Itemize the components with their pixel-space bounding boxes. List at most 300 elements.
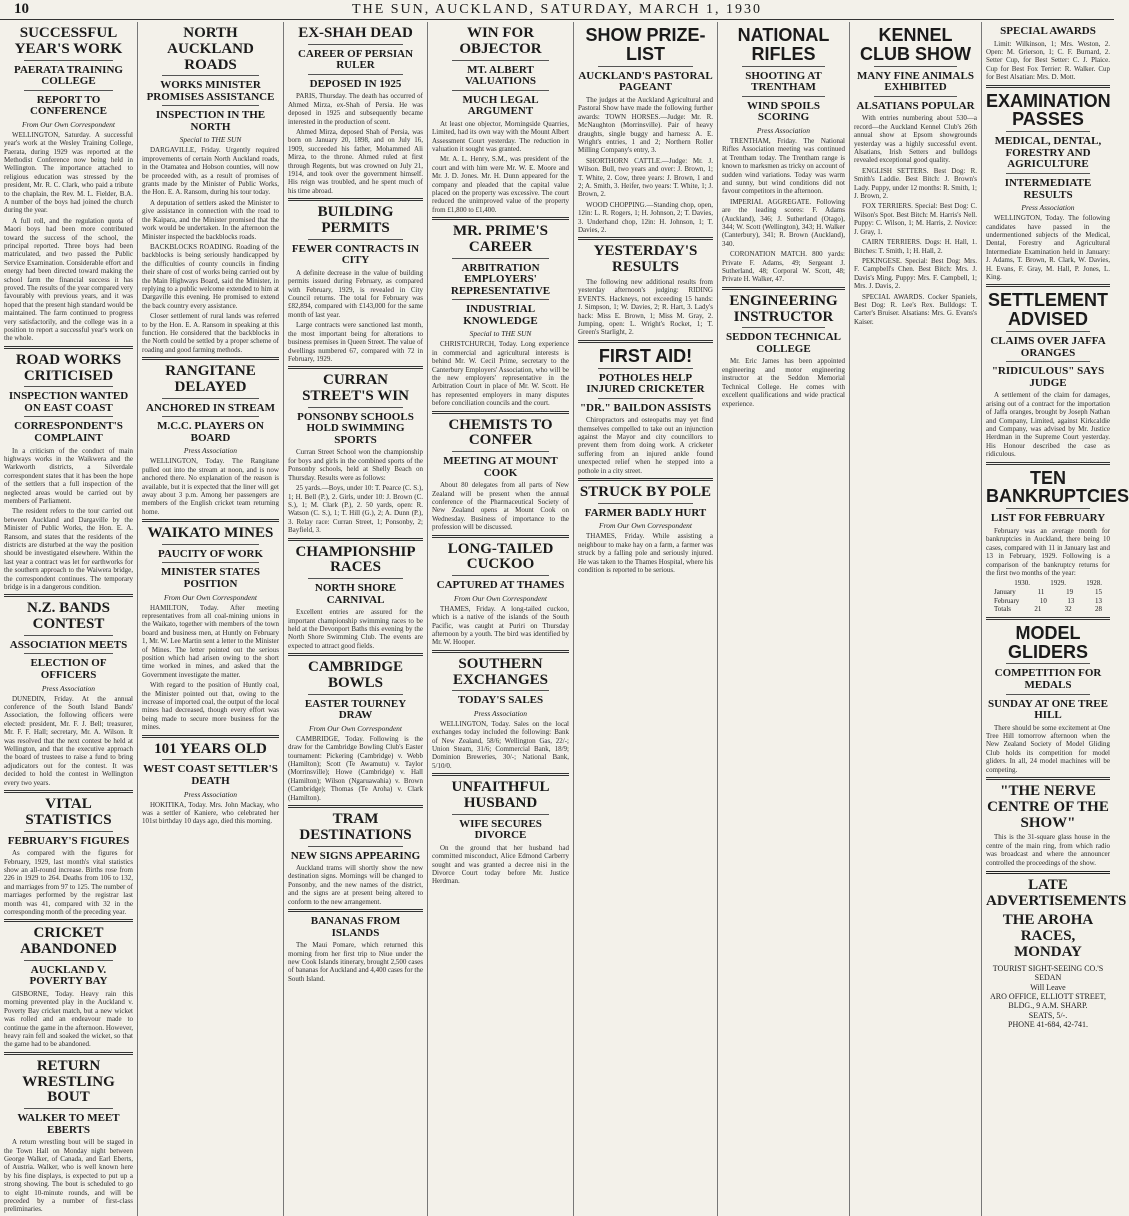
paragraph: This is the 31-square glass house in the centre of the main ring, from which radio was broadcast and where the announcer controlled the proceedings of the show. [986, 833, 1110, 867]
sub-rule [1006, 331, 1090, 332]
article-divider [4, 346, 133, 349]
sub-rule [162, 759, 259, 760]
article [288, 26, 423, 195]
article-divider [288, 909, 423, 912]
byline: Press Association [756, 125, 811, 135]
sub-rule [308, 407, 403, 408]
article-divider [4, 594, 133, 597]
subheadline: FARMER BADLY HURT [584, 506, 707, 519]
subheadline: BANANAS FROM ISLANDS [310, 915, 401, 939]
sub-rule [1006, 508, 1090, 509]
byline: From Our Own Correspondent [454, 593, 547, 603]
article-body [4, 1138, 133, 1214]
byline: Press Association [183, 789, 238, 799]
paragraph: DARGAVILLE, Friday. Urgently required improvements of certain North Auckland roads, in the Otamatea and Hobson counties, will now be proceeded with, as a result of promises of grants made by the Minister of Public Works, the Hon. E. A. Ransom, during his tour today. [142, 146, 279, 197]
article-body [142, 604, 279, 732]
article [4, 594, 133, 787]
article [986, 617, 1110, 774]
headline: CHEMISTS TO CONFER [448, 416, 553, 449]
paragraph: Excellent entries are assured for the important championship swimming races to be held at the Devonport Baths this evening by the North Shore Swimming Club. The events are expected to attract good fields. [288, 608, 423, 650]
subheadline: WEST COAST SETTLER'S DEATH [143, 763, 278, 787]
headline: EXAMINATION PASSES [986, 90, 1111, 130]
article-body [722, 137, 845, 284]
sub-rule [598, 368, 693, 369]
headline: CAMBRIDGE BOWLS [307, 659, 403, 691]
sub-rule [162, 416, 259, 417]
paragraph: SPECIAL AWARDS. Cocker Spaniels, Best Dog: R. Lee's Rex. Bulldogs: T. Carter's Bruiser. Alsatians: Mrs. G. Evans's Kaiser. [854, 292, 977, 326]
headline: CURRAN STREET'S WIN [302, 372, 409, 405]
table-cell: 32 [1064, 605, 1072, 614]
subheadline: PAERATA TRAINING COLLEGE [14, 63, 123, 88]
article [432, 773, 569, 886]
article-divider [432, 411, 569, 414]
paragraph: The judges at the Auckland Agricultural and Pastoral Show have made the following further awards: TOWN HORSES.—Judge: Mr. R. McNaughton (Morrinsville). Pair of heavy draughts, single buggy and harness: A. E. Wright's entries, 1 and 2; Northern Roller Milling Company's entry, 3. [578, 95, 713, 155]
headline: YESTERDAY'S RESULTS [593, 243, 698, 276]
article-body [4, 990, 133, 1049]
article [4, 26, 133, 343]
table-row [994, 579, 1102, 588]
paragraph: On the ground that her husband had committed misconduct, Alice Edmond Carberry sought and was granted a decree nisi in the Divorce Court today before Mr. Justice Herdman. [432, 843, 569, 886]
article-divider [142, 519, 279, 522]
sub-rule [24, 90, 113, 91]
paragraph: About 80 delegates from all parts of New Zealand will be present when the annual conference of the Pharmaceutical Society of New Zealand opens at Mount Cook on Wednesday. Business of importance to the profession will be discussed. [432, 481, 569, 532]
paragraph: Auckland trams will shortly show the new destination signs. Mornings will be changed to Ponsonby, and the new names of the district, and the signs are at present being altered to conform to the new arrangement. [288, 864, 423, 906]
paragraph: The Maui Pomare, which returned this morning from her first trip to Niue under the new Cook Islands itinerary, brought 2,500 cases of bananas for Auckland and 4,400 cases for the South Island. [288, 941, 423, 983]
article-divider [432, 773, 569, 776]
paragraph: Closer settlement of rural lands was referred to by the Hon. E. A. Ransom in speaking at this function. He considered that the backblocks in the North could be settled by a proper scheme of roading and good farming methods. [142, 312, 279, 354]
subheadline: INTERMEDIATE RESULTS [1004, 177, 1092, 201]
article [986, 284, 1110, 458]
paragraph: WELLINGTON, Today. The following candidates have passed in the undermentioned subjects of the Medical, Dental, Forestry and Agricultural Intermediate Examination held in January: J. Adams, T. Brown, R. Clark, W. Davies, H. Evans, F. Gray, M. Hall, P. Jones, L. King. [986, 214, 1110, 281]
article-divider [986, 284, 1110, 287]
headline: TRAM DESTINATIONS [299, 811, 412, 843]
article-body [432, 481, 569, 531]
sub-rule [162, 398, 259, 399]
table-cell: 21 [1034, 605, 1042, 614]
article [4, 1052, 133, 1214]
article-divider [986, 85, 1110, 88]
column-6 [718, 22, 850, 1216]
sub-rule [1006, 361, 1090, 362]
article-body [4, 131, 133, 343]
article-divider [288, 366, 423, 369]
article-body [288, 92, 423, 195]
headline: RETURN WRESTLING BOUT [22, 1057, 115, 1106]
article-divider [432, 535, 569, 538]
article [4, 790, 133, 916]
subheadline: CAPTURED AT THAMES [436, 579, 565, 592]
article-divider [986, 617, 1110, 620]
headline: BUILDING PERMITS [317, 204, 394, 237]
sub-rule [452, 451, 549, 452]
paragraph: CORONATION MATCH. 800 yards: Private F. Adams, 49; Sergeant J. Sutherland, 48; Corporal W. Scott, 48; Private H. Walker, 47. [722, 250, 845, 284]
article [432, 535, 569, 647]
paragraph: There should be some excitement at One Tree Hill tomorrow afternoon when the New Zealand Society of Model Gliding Club holds its competition for model gliders. In all, 24 model machines will be competing. [986, 723, 1110, 774]
article [986, 26, 1110, 82]
article-body [722, 357, 845, 407]
article-body [578, 278, 713, 337]
headline: CRICKET ABANDONED [20, 925, 117, 958]
paragraph: FOX TERRIERS. Special: Best Dog: C. Wilson's Spot. Best Bitch: M. Harris's Nell. Puppy: C. Wilson, 1; M. Harris, 2. Novice: J. Gray, 1. [854, 202, 977, 236]
subheadline: WORKS MINISTER PROMISES ASSISTANCE [146, 79, 275, 103]
paragraph: As compared with the figures for February, 1929, last month's vital statistics show an all-round increase. Births rose from 226 in 1929 to 264. Deaths from 106 to 132, and marriages from 97 to 125. The number of marriages performed by the registrar last month was 41, compared with 32 in the corresponding month of the preceding year. [4, 849, 133, 916]
sub-rule [452, 299, 549, 300]
byline: From Our Own Correspondent [164, 592, 257, 602]
article [986, 777, 1110, 867]
subheadline: SPECIAL AWARDS [1000, 25, 1096, 37]
sub-rule [24, 386, 113, 387]
article-body [986, 214, 1110, 281]
sub-rule [162, 544, 259, 545]
paragraph: WELLINGTON, Saturday. A successful year's work at the Wesley Training College, Paerata, during 1929 was reported at the Methodist Conference now being held in Wellington. The importance attached to religious education was stressed by the president, Mr. R. C. Clark, who paid a tribute to the chaplain, the Rev. M. L. Fielder, B.A. A number of the boys had joined the church during the year. [4, 130, 133, 215]
article [288, 653, 423, 802]
headline: SHOW PRIZE-LIST [585, 25, 706, 64]
article [4, 346, 133, 592]
article-divider [578, 237, 713, 240]
sub-rule [162, 562, 259, 563]
article [142, 735, 279, 826]
byline: From Our Own Correspondent [22, 119, 115, 129]
headline: ENGINEERING INSTRUCTOR [729, 292, 838, 325]
sub-rule [452, 690, 549, 691]
paragraph: With entries numbering about 530—a record—the Auckland Kennel Club's 26th annual show at Epsom showgrounds yesterday was a highly successful event. Alsatians, Irish Setters and bulldogs revealed exceptional good quality. [854, 114, 977, 165]
headline: LONG-TAILED CUCKOO [447, 540, 554, 573]
article-divider [986, 462, 1110, 465]
article-divider [4, 919, 133, 922]
paragraph: A return wrestling bout will be staged in the Town Hall on Monday night between George Walker, of Canada, and Earl Eberts, of Austria. Walker, who is well known here by his fine displays, is expected to put up a strong showing. The bout is scheduled to go to eight 10-minute rounds, and will be preceded by a number of first-class preliminaries. [4, 1138, 133, 1214]
column-8 [982, 22, 1129, 1216]
headline: TEN BANKRUPTCIES [986, 467, 1129, 507]
subheadline: MT. ALBERT VALUATIONS [464, 63, 537, 88]
article-divider [142, 357, 279, 360]
article [432, 411, 569, 532]
headline: SOUTHERN EXCHANGES [452, 655, 549, 688]
table-cell: January [994, 587, 1016, 596]
subheadline: MEDICAL, DENTAL, FORESTRY AND AGRICULTURE [994, 135, 1102, 171]
paragraph: THAMES, Friday. A long-tailed cuckoo, which is a native of the islands of the South Pacific, was caught at Puriri on Thursday afternoon by a youth. The bird was identified by Mr. W. Hooper. [432, 604, 569, 647]
article-body [432, 605, 569, 647]
article-divider [288, 805, 423, 808]
article-body [288, 448, 423, 534]
article [288, 909, 423, 983]
subheadline: COMPETITION FOR MEDALS [994, 667, 1102, 692]
sub-rule [452, 575, 549, 576]
paragraph: The resident refers to the tour carried out between Auckland and Dargaville by the Minister of Public Works, the Hon. E. A. Ransom, and states that the residents of the districts are disturbed at the way the position should be investigated elsewhere. Within the last year a contract was let for earthworks for the southern approach to the Waiwera bridge, the correspondent continues. The temporary bridge is in a dangerous condition. [4, 507, 133, 592]
article [432, 26, 569, 214]
paragraph: At least one objector, Morningside Quarries, Limited, had its own way with the Mount Albert Assessment Court yesterday. The reduction in valuation it sought was granted. [432, 119, 569, 153]
article [432, 217, 569, 407]
byline: Press Association [473, 708, 528, 718]
article [854, 26, 977, 326]
paragraph: In a criticism of the conduct of main highways works in the Waikwera and the Warkworth districts, a Silverdale correspondent states that it has been the hope of the settlers that a full inspection of the neglected areas would be carried out by members of Parliament. [4, 446, 133, 505]
sub-rule [452, 90, 549, 91]
paragraph: Ahmed Mirza, deposed Shah of Persia, was born on January 20, 1898, and on July 16, 1909, succeeded his father, Mohammed Ali Mirza, to the throne. Ahmed ruled at first through Regents, but was crowned on July 21, 1914, and took over the government himself. His reign was troubled, and he spent much of his time abroad. [288, 128, 423, 195]
sub-rule [308, 74, 403, 75]
ad-line: TOURIST SIGHT-SEEING CO.'S SEDAN [992, 963, 1104, 983]
sub-rule [24, 960, 113, 961]
sub-rule [742, 66, 825, 67]
paragraph: A deputation of settlers asked the Minister to give assistance in connection with the road to the Kaipara, and the Minister promised that the work would be undertaken. In the afternoon the Minister inspected the backblocks roads. [142, 198, 279, 241]
subheadline: SHOOTING AT TRENTHAM [745, 69, 822, 94]
table-cell: 13 [1094, 596, 1102, 605]
sub-rule [308, 694, 403, 695]
subheadline: FEWER CONTRACTS IN CITY [291, 242, 420, 267]
article-body [288, 735, 423, 802]
sub-rule [1006, 131, 1090, 132]
masthead [0, 0, 1114, 20]
headline: "THE NERVE CENTRE OF THE SHOW" [987, 783, 1109, 831]
subheadline: WALKER TO MEET EBERTS [17, 1112, 120, 1136]
ad-line: Will Leave [1030, 982, 1066, 992]
subheadline: INDUSTRIAL KNOWLEDGE [463, 303, 538, 327]
paragraph: THAMES, Friday. While assisting a neighbour to make hay on a farm, a farmer was struck by a falling pole and seriously injured. He was taken to the Thames Hospital, where his condition is reported to be serious. [578, 532, 713, 575]
subheadline: CAREER OF PERSIAN RULER [297, 47, 414, 72]
article [432, 650, 569, 770]
paragraph: GISBORNE, Today. Heavy rain this morning prevented play in the Auckland v. Poverty Bay cricket match, but a new wicket was rolled and an endeavour made to continue the game in the afternoon. However, heavy rain fell and soaked the wicket, so that the game had to be abandoned. [4, 989, 133, 1049]
subheadline: FEBRUARY'S FIGURES [7, 834, 130, 847]
subheadline: NORTH SHORE CARNIVAL [314, 582, 397, 606]
article-body [288, 941, 423, 983]
paragraph: A definite decrease in the value of building permits issued during February, as compared with February, 1929, is revealed in City Council returns. The total for February was £82,894, compared with £143,000 for the same month of last year. [288, 268, 423, 319]
paragraph: SHORTHORN CATTLE.—Judge: Mr. J. Wilson. Bull, two years and over: J. Brown, 1; T. White, 2. Cow, three years: J. Brown, 1 and 2; A. Smith, 3. Heifer, two years: T. White, 1; J. Brown, 2. [578, 156, 713, 199]
subheadline: INSPECTION WANTED ON EAST COAST [8, 390, 129, 414]
article [288, 805, 423, 906]
subheadline: M.C.C. PLAYERS ON BOARD [157, 420, 264, 444]
article [4, 919, 133, 1048]
headline: WAIKATO MINES [147, 525, 274, 542]
sub-rule [1006, 663, 1090, 664]
article-body [288, 608, 423, 650]
paragraph: DUNEDIN, Friday. At the annual conference of the South Island Bands' Association, the following officers were elected: president, Mr. F. J. Bell; treasurer, Mr. F. F. Hall; secretary, Mr. A. Wilson. It was resolved that the next contest be held at Wellington, and that the executive approach the board of trustees to raise a fund to bring adjudicators out for the contest. It was decided to hold the contest in Wellington every two years. [4, 694, 133, 787]
article-divider [578, 478, 713, 481]
sub-rule [874, 96, 957, 97]
article-divider [142, 735, 279, 738]
paragraph: Mr. A. L. Henry, S.M., was president of the court and with him were Mr. W. E. Moore and Mr. J. D. Jones. Mr. H. Dunn appeared for the company and pleaded that the capital value placed on the property was excessive. The court reduced the unimproved value of the property from £1,800 to £1,400. [432, 155, 569, 214]
sub-rule [742, 96, 825, 97]
headline: MR. PRIME'S CAREER [453, 223, 548, 255]
headline: WIN FOR OBJECTOR [459, 25, 542, 57]
column-1 [0, 22, 138, 1216]
ad-line: ARO OFFICE, ELLIOTT STREET, [990, 991, 1106, 1001]
article-body [432, 120, 569, 214]
column-4 [428, 22, 574, 1216]
ad-line: PHONE 41-684, 42-741. [1008, 1020, 1088, 1030]
table-cell: 19 [1066, 587, 1074, 596]
subheadline: CORRESPONDENT'S COMPLAINT [14, 420, 123, 444]
ad-body [986, 964, 1110, 1030]
article [986, 85, 1110, 282]
sub-rule [162, 105, 259, 106]
sub-rule [24, 653, 113, 654]
table-cell: 13 [1067, 596, 1075, 605]
sub-rule [874, 66, 957, 67]
article-body [142, 146, 279, 354]
late-ads-title: LATE ADVERTISEMENTS [986, 876, 1127, 909]
headline: 101 YEARS OLD [154, 740, 267, 757]
subheadline: LIST FOR FEBRUARY [990, 512, 1106, 525]
column-7 [850, 22, 982, 1216]
paragraph: WELLINGTON, Today. Sales on the local exchanges today included the following: Bank of New Zealand, 58/6; Wellington Gas, 22/-; Union Steam, 31/6; Commercial Bank, 18/9; Dominion Breweries, 30/-; National Bank, 5/10/0. [432, 719, 569, 770]
byline: Press Association [1021, 203, 1075, 213]
sub-rule [452, 60, 549, 61]
subheadline: SUNDAY AT ONE TREE HILL [988, 697, 1108, 722]
paragraph: 25 yards.—Boys, under 10: T. Pearce (C. S.), 1; H. Bell (P.), 2. Girls, under 10: J. Brown (C. S.), 1; M. Clark (P.), 2. 50 yards, open: R. Watson (C. S.), 1; T. Hill (G.), 2; A. Dunn (P.), 3. Relay race: Curran Street, 1; Ponsonby, 2; Bayfield, 3. [288, 484, 423, 535]
headline: NATIONAL RIFLES [737, 25, 830, 64]
article-divider [432, 217, 569, 220]
article-divider [288, 653, 423, 656]
subheadline: INSPECTION IN THE NORTH [155, 109, 266, 133]
article-body [578, 416, 713, 475]
table-cell: 15 [1094, 587, 1102, 596]
article [578, 478, 713, 574]
headline: KENNEL CLUB SHOW [860, 25, 971, 64]
byline: From Our Own Correspondent [599, 521, 692, 531]
article-body [288, 269, 423, 363]
article-body [4, 695, 133, 787]
article-body [142, 801, 279, 826]
article-body [854, 114, 977, 326]
article [142, 357, 279, 516]
ad-line: BLDG., 9 A.M. SHARP. [1008, 1001, 1088, 1011]
article-divider [578, 340, 713, 343]
article-body [578, 96, 713, 235]
sub-rule [308, 846, 403, 847]
columns-container [0, 22, 1129, 1216]
table-cell: 1928. [1086, 579, 1102, 588]
headline: EX-SHAH DEAD [298, 25, 413, 41]
sub-rule [742, 327, 825, 328]
sub-rule [1006, 694, 1090, 695]
newspaper-title: THE SUN, AUCKLAND, SATURDAY, MARCH 1, 1930 [352, 1, 762, 17]
subheadline: SEDDON TECHNICAL COLLEGE [725, 331, 842, 355]
column-5 [574, 22, 718, 1216]
article [288, 198, 423, 363]
subheadline: POTHOLES HELP INJURED CRICKETER [586, 371, 705, 396]
table-cell: 1930. [1014, 579, 1030, 588]
article-divider [288, 538, 423, 541]
article-body [288, 864, 423, 906]
headline: VITAL STATISTICS [25, 796, 112, 828]
subheadline: MINISTER STATES POSITION [161, 566, 260, 591]
column-3 [284, 22, 428, 1216]
article [288, 366, 423, 534]
subheadline: CLAIMS OVER JAFFA ORANGES [990, 335, 1106, 359]
paragraph: WELLINGTON, Today. The Rangitane pulled out into the stream at noon, and is now anchored there. No explanation of the reason is available, but it is expected that the liner will get away about 3 p.m. Among her passengers are members of the English cricket team returning home. [142, 457, 279, 516]
table-row [994, 605, 1102, 614]
headline: STRUCK BY POLE [579, 484, 712, 501]
column-2 [138, 22, 284, 1216]
byline: Special to THE SUN [469, 329, 532, 339]
subheadline: MUCH LEGAL ARGUMENT [462, 93, 539, 118]
article-body [432, 340, 569, 407]
article-body [432, 844, 569, 886]
article [578, 237, 713, 336]
table-cell: 1929. [1050, 579, 1066, 588]
subheadline: WIFE SECURES DIVORCE [459, 817, 542, 842]
article-body [986, 391, 1110, 458]
article-divider [4, 790, 133, 793]
sub-rule [24, 635, 113, 636]
sub-rule [452, 814, 549, 815]
sub-rule [598, 66, 693, 67]
paragraph: With regard to the position of Huntly coal, the Minister pointed out that, owing to the increase of imported coal, the output of the local mines had decreased, though every effort was being made to secure more business for the mines. [142, 681, 279, 732]
article-body [4, 849, 133, 916]
article-body [986, 833, 1110, 867]
table-cell: Totals [994, 605, 1012, 614]
headline: CHAMPIONSHIP RACES [295, 543, 416, 576]
paragraph: CHRISTCHURCH, Today. Long experience in commercial and agricultural interests is behind Mr. W. Cecil Prime, secretary to the Canterbury Employers' Association, who will be the new employers' representative in the Arbitration Court in place of Mr. W. Scott. He has represented employers in many disputes before conciliation councils and the court. [432, 340, 569, 408]
article [288, 538, 423, 651]
paragraph: CAIRN TERRIERS. Dogs: H. Hall, 1. Bitches: T. Smith, 1; H. Hall, 2. [854, 238, 977, 255]
article-divider [288, 198, 423, 201]
sub-rule [308, 578, 403, 579]
article-body [986, 40, 1110, 82]
article [578, 26, 713, 234]
sub-rule [598, 503, 693, 504]
paragraph: IMPERIAL AGGREGATE. Following are the leading scores: F. Adams (Auckland), 346; J. Sutherland (Otago), 344; W. Scott (Wellington), 343; H. Walker (Canterbury), 341; R. Brown (Auckland), 340. [722, 197, 845, 248]
article-body [4, 447, 133, 592]
paragraph: Large contracts were sanctioned last month, the most important being for alterations to business premises in Queen Street. The value of dwellings numbered 67, compared with 72 in February, 1929. [288, 321, 423, 363]
byline: Press Association [183, 446, 238, 456]
subheadline: NEW SIGNS APPEARING [290, 849, 421, 862]
article-body [432, 720, 569, 770]
subheadline: AUCKLAND'S PASTORAL PAGEANT [578, 69, 713, 94]
table-cell: 10 [1039, 596, 1047, 605]
sub-rule [308, 44, 403, 45]
subheadline: ASSOCIATION MEETS [9, 638, 128, 651]
table-row [994, 588, 1102, 597]
paragraph: A full roll, and the regulation quota of Maori boys had been more contributed toward the success of the school, the principal reported. Three boys had been matriculated, and two passed the Public Service Examination. Considerable effort and energy had been directed toward making the school farm the financial success it has proved. The results of the year compared very favourably with previous years, and it was hoped that the present high standard would be maintained. The farm continued to progress very satisfactorily, and the college was in a position to report a successful year's work on the whole. [4, 216, 133, 343]
subheadline: ARBITRATION EMPLOYERS' REPRESENTATIVE [450, 261, 551, 297]
article-divider [432, 650, 569, 653]
subheadline: "DR." BAILDON ASSISTS [579, 401, 712, 414]
page-number: 10 [14, 1, 29, 17]
byline: Special to THE SUN [179, 135, 242, 145]
ad-heading: THE AROHA RACES, MONDAY [1002, 912, 1094, 960]
article-body [986, 724, 1110, 774]
subheadline: "RIDICULOUS" SAYS JUDGE [991, 365, 1105, 389]
headline: MODEL GLIDERS [1007, 622, 1088, 662]
headline: SUCCESSFUL YEAR'S WORK [14, 25, 123, 57]
article-body [986, 527, 1110, 577]
subheadline: TODAY'S SALES [457, 694, 544, 707]
headline: FIRST AID! [598, 345, 693, 366]
subheadline: ANCHORED IN STREAM [146, 401, 275, 414]
paragraph: HOKITIKA, Today. Mrs. John Mackay, who was a settler of Kaniere, who celebrated her 101st birthday 10 days ago, died this morning. [142, 800, 279, 826]
paragraph: WOOD CHOPPING.—Standing chop, open, 12in: L. R. Rogers, 1; H. Johnson, 2; T. Davies, 3. Underhand chop, 12in: H. Johnson, 1; T. Davies, 2. [578, 200, 713, 234]
subheadline: WIND SPOILS SCORING [746, 99, 821, 124]
article [722, 287, 845, 408]
article-divider [722, 287, 845, 290]
headline: UNFAITHFUL HUSBAND [451, 779, 550, 811]
ad-line: SEATS, 5/-. [1028, 1010, 1068, 1020]
paragraph: TRENTHAM, Friday. The National Rifles Association meeting was continued at Trentham today. The Trentham range is known to marksmen as tricky on account of sudden wind variations. Today was warm and sunny, but wind conditions did not favour competitors in the afternoon. [722, 136, 845, 196]
paragraph: Limit: Wilkinson, 1; Mrs. Weston, 2. Open: M. Grierson, 1; C. F. Burnard, 2. Setter Cup, for Best Setter: C. J. Plaice. Cup for Best Fox Terrier: R. Walker. Cup for Best Alsatian: Mrs. D. Mott. [986, 39, 1110, 82]
paragraph: PEKINGESE. Special: Best Dog: Mrs. F. Campbell's Chen. Best Bitch: Mrs. J. Davis's Ming. Puppy: Mrs. F. Campbell, 1; Mrs. J. Davis, 2. [854, 256, 977, 291]
headline: SETTLEMENT ADVISED [988, 290, 1108, 330]
article [986, 462, 1129, 614]
paragraph: HAMILTON, Today. After meeting representatives from all coal-mining unions in the Waikato, together with members of the town board and business men, at Huntly on February 1, Mr. W. Lee Martin sent a letter to the Minister of Mines. The letter pointed out the serious position which had arisen owing to the short time worked in mines, and asked that the Government investigate the matter. [142, 603, 279, 679]
paragraph: BACKBLOCKS ROADING. Roading of the backblocks is being seriously handicapped by the difficulties of county councils in finding their share of cost of works being carried out by the Main Highways Board, said the Minister, in replying to a public welcome extended to him at Dargaville this evening. He promised to extend the back country every assistance. [142, 242, 279, 310]
paragraph: The following new additional results from yesterday afternoon's judging: RIDING EVENTS. Hackneys, not exceeding 15 hands: J. Simpson, 1; W. Davies, 2; R. Hart, 3. Lady's hack: Miss E. Brown, 1; Miss M. Gray, 2. Jumping, open: L. Wright's Rocket, 1; T. Green's Starlight, 2. [578, 277, 713, 337]
subheadline: EASTER TOURNEY DRAW [304, 697, 407, 722]
headline: N.Z. BANDS CONTEST [27, 600, 110, 633]
bankruptcy-table [994, 579, 1102, 613]
paragraph: PARIS, Thursday. The death has occurred of Ahmed Mirza, ex-Shah of Persia. He was deposed in 1925 and subsequently became interested in the production of scent. [288, 92, 423, 126]
sub-rule [308, 239, 403, 240]
sub-rule [1006, 173, 1090, 174]
byline: Press Association [41, 683, 96, 693]
